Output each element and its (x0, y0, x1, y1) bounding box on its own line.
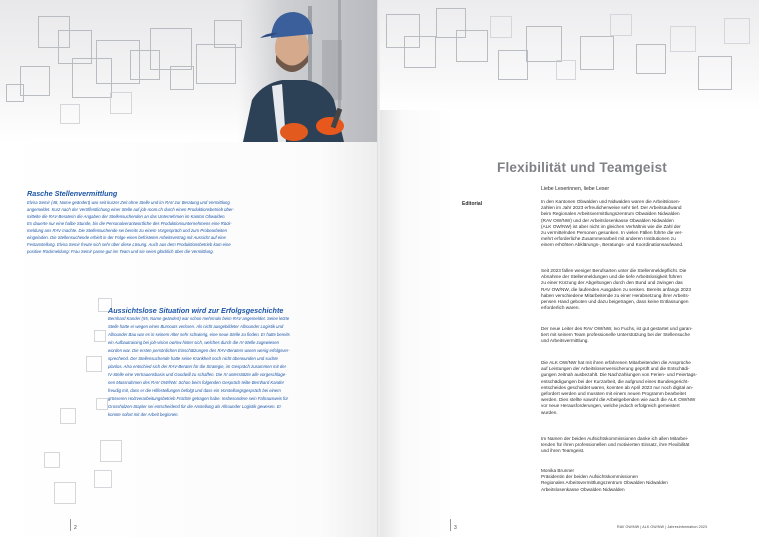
decorative-square (94, 330, 106, 342)
text-line: und ihren Teamgeist. (541, 448, 585, 454)
text-line: Die ALK OW/NW hat mit ihren erfahrenen Mitarbeitenden die Ansprüche (541, 360, 691, 365)
signature-block (541, 468, 726, 493)
decorative-square (94, 470, 112, 488)
text-line: einem erhöhten Abklärungs-, Beratungs- und Koordinationsaufwand. (541, 242, 684, 248)
editorial-label: Editorial (462, 201, 483, 207)
text-line: erforderlich waren. (541, 305, 580, 311)
text-line: planlos. Also entschied sich der RAV-Berater für die Strategie, im Gespräch zusammen mit der (108, 364, 287, 369)
decorative-square (20, 66, 50, 96)
decorative-square (170, 66, 194, 90)
signature-org-2: Arbeitslosenkasse Obwalden Nidwalden (541, 486, 625, 492)
text-line: vor neue Herausforderungen, welche jedoch erfolgreich gemeistert (541, 403, 680, 409)
page-rule (450, 519, 451, 531)
decorative-square (636, 44, 666, 74)
decorative-square (96, 398, 108, 410)
decorative-square (724, 18, 750, 44)
text-line: zu vermittelnden Personen gesunken. In vielen Fällen führte die ver- (541, 230, 683, 236)
decorative-square (100, 440, 122, 462)
decorative-square (60, 104, 80, 124)
text-line: (RAV OW/NW) und der Arbeitslosenkasse Obwalden Nidwalden (541, 217, 674, 223)
text-line: zahlen im Jahr 2023 erfreulicherweise sehr tief. Der Arbeitsaufwand (541, 205, 682, 211)
decorative-square (110, 92, 132, 114)
text-line: eingeladen. Die Stellensuchende erhielt in der Folge einen befristeten Arbeitsvertrag mit Aussicht auf eine (27, 235, 226, 240)
text-line: wurden. (541, 409, 558, 415)
left-page (0, 0, 378, 537)
decorative-square (698, 56, 732, 90)
text-line: RAV OW/NW, die laufenden Ausgaben zu senken. Bereits anfangs 2023 (541, 286, 692, 292)
text-line: worden war. Die ersten persönlichen Einschätzungen des RAV-Beraters waren wenig erfolgsver- (108, 348, 290, 353)
text-line: grösseren Holzverarbeitungsbetrieb Früchte getragen habe. Insbesondere sein Fahrausweis für (108, 396, 289, 401)
decorative-square (44, 452, 60, 468)
text-line: auf Leistungen der Arbeitslosenversicherung geprüft und die Entschädi- (541, 366, 690, 372)
section-heading-aussichtslos: Aussichtslose Situation wird zur Erfolgsgeschichte (108, 306, 284, 315)
decorative-square (670, 26, 696, 52)
text-line: werden. Dies stellte sowohl die Arbeitgebenden wie auch die ALK OW/NW (541, 397, 696, 403)
text-line: tenden für ihren professionellen und motivierten Einsatz, ihre Flexibilität (541, 442, 690, 448)
header-pattern (380, 0, 759, 110)
paragraph-2 (541, 268, 726, 311)
page-number-right: 3 (454, 525, 457, 531)
decorative-square (526, 26, 562, 62)
text-line: IV-Stelle eine Vertrauensbasis und Goodwill zu schaffen. Die IV unterstützte alle vorgeschlage- (108, 372, 287, 377)
text-line: Festanstellung. Elvira Semir freute sich sehr über diese Lösung. Auch aus dem Produktionsbetrieb kam eine (27, 242, 231, 247)
text-line: meldung ans RAV machte. Die Stellensuchende sei bereits zu einem Vorgespräch und zum Probearbeiten (27, 228, 227, 233)
paragraph-3 (541, 326, 726, 345)
decorative-square (60, 408, 76, 424)
text-line: konnte sofort mit der Arbeit beginnen. (108, 412, 179, 417)
paragraph-1 (541, 199, 726, 249)
decorative-square (490, 16, 512, 38)
header-photo (0, 0, 378, 142)
page-title: Flexibilität und Teamgeist (497, 160, 667, 175)
text-line: Bernhard Kander (55, Name geändert) war schon mehrmals beim RAV angemeldet. Seine letzte (108, 316, 290, 321)
text-line: entschädigungen bei der Kurzarbeit, die aufgrund eines Bundesgericht- (541, 378, 690, 384)
decorative-square (610, 14, 632, 36)
text-line: (ALK OW/NW) ist aber nicht im gleichen Verhältnis wie die Zahl der (541, 223, 681, 229)
text-line: freudig mit, dass er die Hilfestellungen befolgt und dass ein Vorstellungsgespräch bei einem (108, 388, 281, 393)
text-line: Stelle hatte er wegen eines Burnouts verloren. Als nicht ausgebildeter Allrounder Logistik und (108, 324, 284, 329)
page-number-left: 2 (74, 525, 77, 531)
text-line: mehrt erforderliche Zusammenarbeit mit anderen Institutionen zu (541, 236, 676, 242)
right-page (380, 0, 759, 537)
text-line: Grossholzen-Stapler sei entscheidend für die Anstellung als Allrounder Logistik gewesen. Er (108, 404, 282, 409)
paragraph-4 (541, 360, 726, 416)
text-line: pensen Hand geboten und dazu beigetragen, dass keine Entlassungen (541, 299, 689, 305)
greeting: Liebe Leserinnen, liebe Leser (541, 186, 610, 192)
decorative-square (54, 482, 76, 504)
text-line: ein Aufbautraining bei job-vision ow/nw hinter sich, welches durch die IV-Stelle zugewiesen (108, 340, 279, 345)
signature-name: Monika Brunner (541, 468, 575, 473)
paragraph-5 (541, 436, 726, 455)
decorative-square (498, 50, 528, 80)
text-line: entscheides geschuldet waren, konnten ab April 2023 nur noch digital an- (541, 384, 694, 390)
text-line: haben verschiedene Mitarbeitende zu einer Herabsetzung ihrer Arbeits- (541, 292, 690, 298)
text-line: mittelte die RAV-Beraterin die Angaben der Stellensuchenden an das Unternehmen im Kanton Obwalden. (27, 214, 226, 219)
text-line: Abnahme der Stellenmeldungen und die tiefe Arbeitslosigkeit führen (541, 274, 682, 280)
text-line: Im Namen der beiden Aufsichtskommissionen danke ich allen Mitarbei- (541, 436, 689, 441)
decorative-square (556, 60, 576, 80)
text-line: tiert mit seinem Team professionelle Unterstützung bei der Stellensuche (541, 332, 690, 338)
text-line: Seit 2023 fallen weniger Berufsarten unter die Stellenmeldepflicht. Die (541, 268, 687, 273)
decorative-square (404, 36, 436, 68)
text-line: Elvira Semir (48, Name geändert) war seit kurzer Zeit ohne Stelle und im RAV zur Beratung und Vermittlung (27, 200, 230, 205)
footer-running-title: RAV OW/NW | ALK OW/NW | Jahresinformation 2023 (617, 525, 708, 529)
decorative-square (196, 44, 236, 84)
text-line: Der neue Leiter des RAV OW/NW, Ivo Fuchs, ist gut gestartet und garan- (541, 326, 693, 331)
text-line: angemeldet. Kurz nach der Veröffentlichung einer Stelle auf job-room.ch durch einen Produktionsbetrieb über- (27, 207, 234, 212)
text-line: gefordert werden und mussten mit einem neuen Programm bearbeitet (541, 391, 686, 397)
text-line: beim Regionalen Arbeitsvermittlungszentrum Obwalden Nidwalden (541, 211, 680, 217)
decorative-square (86, 356, 102, 372)
text-line: zu einer Kürzung der Abgeltungen durch den Bund und zwingen das (541, 280, 683, 286)
decorative-square (456, 30, 488, 62)
text-line: Es dauerte nur eine halbe Stunde, bis die Personalverantwortliche des Produktionsunternehmens eine Rück- (27, 221, 232, 226)
worker-photo (238, 0, 378, 142)
signature-org-1: Regionales Arbeitsvermittlungszentrum Obwalden Nidwalden (541, 480, 668, 486)
text-line: und Arbeitsvermittlung. (541, 338, 589, 344)
decorative-square (6, 84, 24, 102)
signature-role: Präsidentin der beiden Aufsichtskommissionen (541, 474, 638, 480)
decorative-square (150, 28, 192, 70)
section-heading-rasche: Rasche Stellenvermittlung (27, 189, 118, 198)
text-line: positive Rückmeldung: Frau Semir passe gut ins Team und sie seien glücklich über die Vermittlung. (27, 249, 214, 254)
text-line: nen Massnahmen des RAV OW/NW. Schon beim folgenden Gespräch teilte Bernhard Kander (108, 380, 285, 385)
decorative-square (580, 36, 614, 70)
text-line: gungen zeitnah ausbezahlt. Die Nachzahlungen von Ferien- und Feiertags- (541, 372, 698, 378)
page-rule (70, 519, 71, 531)
text-line: sprechend. Der Stellensuchende hatte seine Krankheit noch nicht überwunden und suchte (108, 356, 278, 361)
text-line: In den Kantonen Obwalden und Nidwalden waren die Arbeitslosen- (541, 199, 681, 204)
text-line: Allrounder Bau war es in seinem Alter sehr schwierig, eine neue Stelle zu finden. Er hatte bereits (108, 332, 290, 337)
